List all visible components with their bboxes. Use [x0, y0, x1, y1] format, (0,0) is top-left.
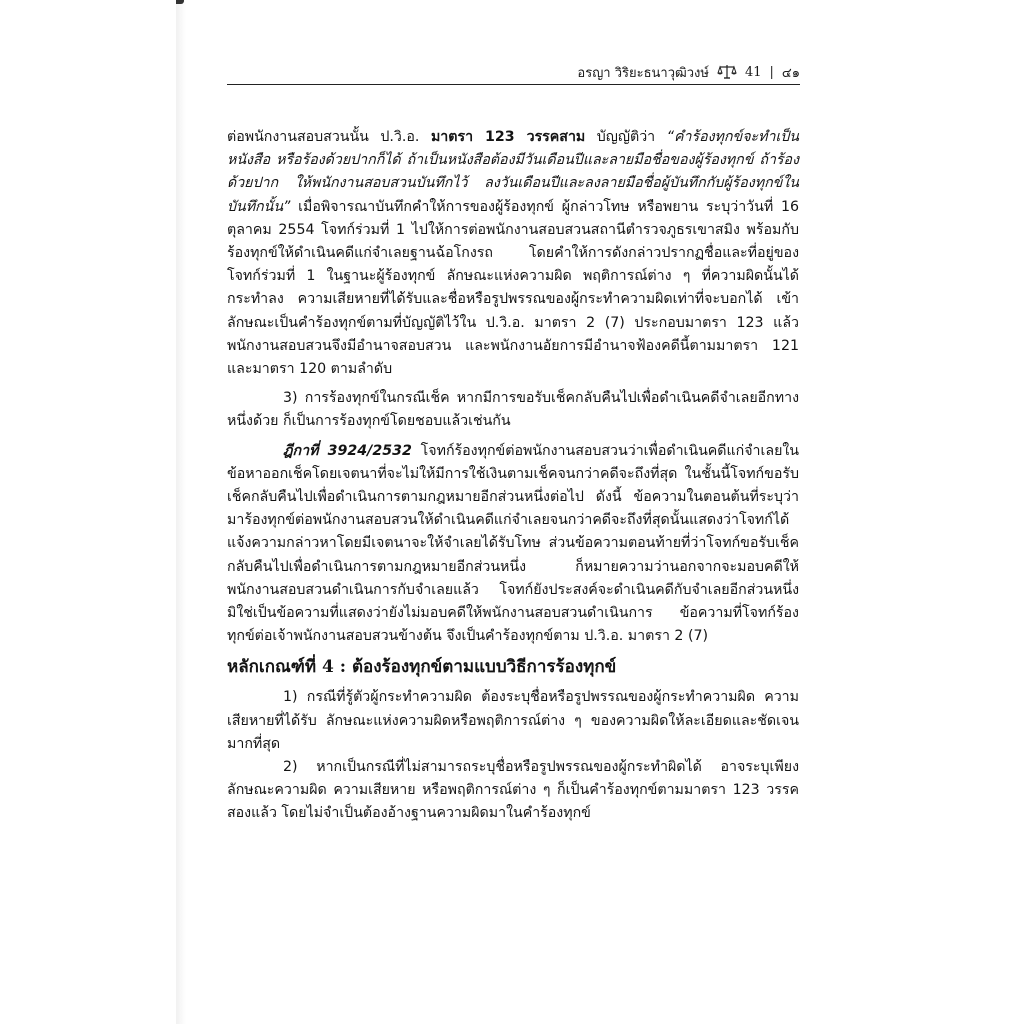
- scales-of-justice-icon: [717, 64, 737, 80]
- paragraph-item-1-known-offender: 1) กรณีที่รู้ตัวผู้กระทำความผิด ต้องระบุชื่อหรือรูปพรรณของผู้กระทำความผิด ความเสียหายที่ได้รับ ลักษณะแห่งความผิดหรือพฤติการณ์ต่าง ๆ ของความผิดให้ละเอียดและชัดเจนมากที่สุด: [227, 689, 799, 752]
- statute-quote: “คำร้องทุกข์จะทำเป็นหนังสือ หรือร้องด้วยปากก็ได้ ถ้าเป็นหนังสือต้องมีวันเดือนปีและลายมือชื่อของผู้ร้องทุกข์ ถ้าร้องด้วยปาก ให้พนักงานสอบสวนบันทึกไว้ ลงวันเดือนปีและลงลายมือชื่อผู้บันทึกกับผู้ร้องทุกข์ในบันทึกนั้น”: [227, 129, 799, 215]
- section-heading: หลักเกณฑ์ที่ 4 : ต้องร้องทุกข์ตามแบบวิธีการร้องทุกข์: [227, 657, 617, 678]
- case-reference: ฎีกาที่ 3924/2532: [283, 442, 412, 459]
- paragraph-item-2-unknown-offender: 2) หากเป็นกรณีที่ไม่สามารถระบุชื่อหรือรูปพรรณของผู้กระทำผิดได้ อาจระบุเพียงลักษณะความผิด ความเสียหาย หรือพฤติการณ์ต่าง ๆ ก็เป็นคำร้องทุกข์ตามมาตรา 123 วรรคสองแล้ว โดยไม่จำเป็นต้องอ้างฐานความผิดมาในคำร้องทุกข์: [227, 759, 799, 822]
- paragraph-statute-discussion: [227, 126, 799, 381]
- header-rule: [227, 84, 800, 85]
- page-binding-shadow: [176, 0, 186, 1024]
- text-run: ต่อพนักงานสอบสวนนั้น ป.วิ.อ.: [227, 129, 431, 145]
- paragraph-supreme-court-case: [227, 440, 799, 649]
- header-author: อรญา วิริยะธนาวุฒิวงษ์: [577, 65, 709, 81]
- text-run: โจทก์ร้องทุกข์ต่อพนักงานสอบสวนว่าเพื่อดำเนินคดีแก่จำเลยในข้อหาออกเช็คโดยเจตนาที่จะไม่ให้มีการใช้เงินตามเช็คจนกว่าคดีจะถึงที่สุด ในชั้นนี้โจทก์ขอรับเช็คกลับคืนไปเพื่อดำเนินการตามกฎหมายอีกส่วนหนึ่งต่อไป ดังนี้ ข้อความในตอนต้นที่ระบุว่ามาร้องทุกข์ต่อพนักงานสอบสวนให้ดำเนินคดีแก่จำเลยจนกว่าคดีจะถึงที่สุดนั้นแสดงว่าโจทก์ได้แจ้งความกล่าวหาโดยมีเจตนาจะให้จำเลยได้รับโทษ ส่วนข้อความตอนท้ายที่ว่าโจทก์ขอรับเช็คกลับคืนไปเพื่อดำเนินการตามกฎหมายอีกส่วนหนึ่ง ก็หมายความว่านอกจากจะมอบคดีให้พนักงานสอบสวนดำเนินการกับจำเลยแล้ว โจทก์ยังประสงค์จะดำเนินคดีกับจำเลยอีกส่วนหนึ่ง มิใช่เป็นข้อความที่แสดงว่ายังไม่มอบคดีให้พนักงานสอบสวนดำเนินการ ข้อความที่โจทก์ร้องทุกข์ต่อเจ้าพนักงานสอบสวนข้างต้น จึงเป็นคำร้องทุกข์ตาม ป.วิ.อ. มาตรา 2 (7): [227, 442, 800, 645]
- statute-reference: มาตรา 123 วรรคสาม: [430, 129, 586, 145]
- page-number-thai: ๔๑: [781, 65, 800, 81]
- page-number-separator: |: [769, 64, 774, 80]
- page-body: [227, 126, 799, 826]
- scan-corner-mark: [176, 0, 184, 4]
- text-run: เมื่อพิจารณาบันทึกคำให้การของผู้ร้องทุกข์ ผู้กล่าวโทษ หรือพยาน ระบุว่าวันที่ 16 ตุลาคม 2554 โจทก์ร่วมที่ 1 ไปให้การต่อพนักงานสอบสวนสถานีตำรวจภูธรเขาสมิง พร้อมกับร้องทุกข์ให้ดำเนินคดีแก่จำเลยฐานฉ้อโกงรถ โดยคำให้การดังกล่าวปรากฏชื่อและที่อยู่ของโจทก์ร่วมที่ 1 ในฐานะผู้ร้องทุกข์ ลักษณะแห่งความผิด พฤติการณ์ต่าง ๆ ที่ความผิดนั้นได้กระทำลง ความเสียหายที่ได้รับและชื่อหรือรูปพรรณของผู้กระทำความผิดเท่าที่จะบอกได้ เข้าลักษณะเป็นคำร้องทุกข์ตามที่บัญญัติไว้ใน ป.วิ.อ. มาตรา 2 (7) ประกอบมาตรา 123 แล้ว พนักงานสอบสวนจึงมีอำนาจสอบสวน และพนักงานอัยการมีอำนาจฟ้องคดีนี้ตามมาตรา 121 และมาตรา 120 ตามลำดับ: [227, 198, 799, 378]
- running-header: [227, 60, 800, 84]
- text-run: บัญญัติว่า: [585, 129, 667, 145]
- paragraph-item-3-cheque: 3) การร้องทุกข์ในกรณีเช็ค หากมีการขอรับเช็คกลับคืนไปเพื่อดำเนินคดีจำเลยอีกทางหนึ่งด้วย ก็เป็นการร้องทุกข์โดยชอบแล้วเช่นกัน: [227, 390, 799, 430]
- page-number-arabic: 41: [744, 64, 762, 80]
